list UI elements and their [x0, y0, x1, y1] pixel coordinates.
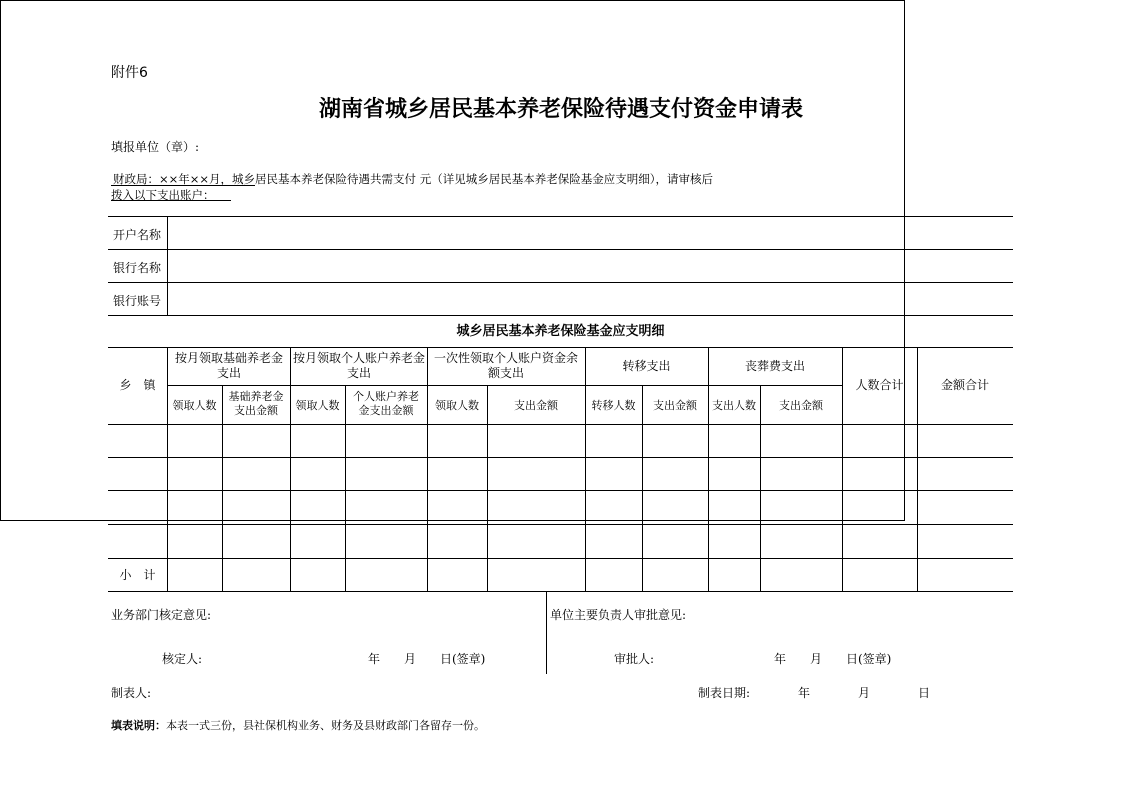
head-approver-label: 审批人:: [614, 652, 655, 666]
sub-header: 领取人数: [435, 399, 479, 412]
blank-underline: [111, 172, 255, 186]
prep-date-label: 制表日期: 年 月 日: [698, 686, 931, 700]
row-divider: [108, 490, 1013, 491]
note-label: 填表说明：: [111, 719, 166, 732]
col-divider: [222, 385, 223, 591]
sub-header: 基础养老金支出金额: [228, 390, 284, 417]
col-divider: [642, 385, 643, 591]
group-basic-pension-header: 按月领取基础养老金支出: [174, 351, 283, 380]
header-subdivider: [167, 385, 842, 386]
preparer-label: 制表人:: [111, 686, 152, 700]
sub-header: 领取人数: [172, 399, 217, 412]
dept-date-label: 年 月 日(签章): [368, 652, 486, 666]
col-divider: [290, 347, 291, 591]
group-transfer-header: 转移支出: [622, 359, 671, 373]
township-header: 乡 镇: [119, 378, 156, 392]
group-funeral-header: 丧葬费支出: [744, 359, 805, 373]
sub-header: 支出金额: [653, 399, 697, 412]
attachment-label: 附件6: [111, 65, 148, 81]
detail-title: 城乡居民基本养老保险基金应支明细: [456, 324, 665, 339]
col-divider: [760, 385, 761, 591]
row-divider: [108, 558, 1013, 559]
fill-instructions: [111, 717, 485, 733]
row-divider: [108, 524, 1013, 525]
sub-header: 支出金额: [779, 399, 823, 412]
col-divider: [487, 385, 488, 591]
sub-header: 个人账户养老金支出金额: [353, 390, 419, 417]
approval-divider: [546, 591, 547, 674]
bank-account-label: 银行账号: [113, 294, 162, 308]
row-divider: [108, 216, 1013, 217]
head-opinion-label: 单位主要负责人审批意见:: [550, 608, 687, 622]
col-divider: [585, 347, 586, 591]
intro-line-1: 财政局：××年××月，城乡居民基本养老保险待遇共需支付 元（详见城乡居民基本养老保险基金应支明细），请审核后: [113, 172, 713, 186]
row-divider: [108, 424, 1013, 425]
account-name-label: 开户名称: [113, 228, 162, 242]
row-divider: [108, 591, 1013, 592]
row-divider: [108, 282, 1013, 283]
dept-verifier-label: 核定人:: [162, 652, 203, 666]
total-amount-header: 金额合计: [940, 378, 989, 392]
row-divider: [108, 457, 1013, 458]
col-divider: [167, 347, 168, 591]
dept-opinion-label: 业务部门核定意见:: [111, 608, 212, 622]
bank-name-label: 银行名称: [113, 261, 162, 275]
row-divider: [108, 315, 1013, 316]
filler-unit-label: 填报单位（章）:: [111, 140, 200, 154]
col-divider: [345, 385, 346, 591]
head-date-label: 年 月 日(签章): [774, 652, 892, 666]
sub-header: 转移人数: [591, 399, 636, 412]
row-divider: [108, 347, 1013, 348]
sub-header: 领取人数: [295, 399, 340, 412]
page-title: 湖南省城乡居民基本养老保险待遇支付资金申请表: [318, 96, 803, 122]
intro-line-2: 拨入以下支出账户：: [111, 188, 215, 202]
note-text: 本表一式三份，县社保机构业务、财务及县财政部门各留存一份。: [166, 719, 485, 732]
group-personal-account-header: 按月领取个人账户养老金支出: [293, 351, 426, 380]
row-divider: [108, 249, 1013, 250]
col-divider: [167, 216, 168, 315]
group-lump-sum-header: 一次性领取个人账户资金余额支出: [433, 351, 578, 380]
subtotal-label: 小 计: [119, 568, 156, 582]
intro-underline: [111, 187, 231, 201]
sub-header: 支出金额: [514, 399, 558, 412]
sub-header: 支出人数: [712, 399, 756, 412]
total-people-header: 人数合计: [855, 378, 904, 392]
col-divider: [427, 347, 428, 591]
col-divider: [708, 347, 709, 591]
